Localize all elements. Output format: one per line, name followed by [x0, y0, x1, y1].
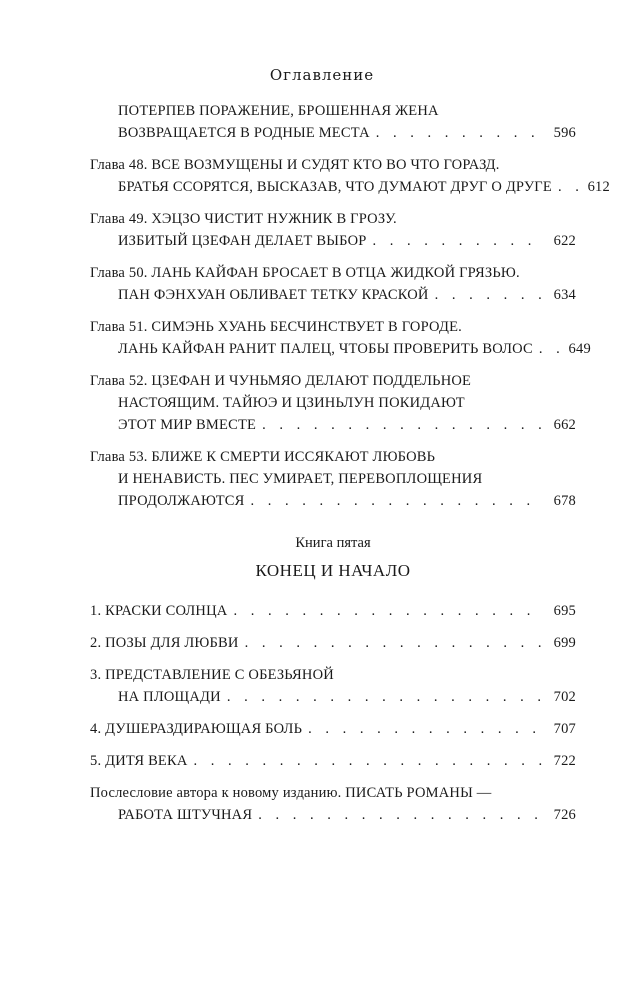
toc-entry-line: ПАН ФЭНХУАН ОБЛИВАЕТ ТЕТКУ КРАСКОЙ	[118, 287, 429, 303]
book-header	[90, 532, 576, 584]
toc-entry	[90, 750, 576, 772]
toc-entry	[90, 154, 610, 198]
toc-entry-line: НА ПЛОЩАДИ	[118, 689, 221, 705]
page-number: 695	[553, 603, 576, 619]
toc-entry-last-line	[90, 718, 576, 740]
toc-entry-line: БРАТЬЯ ССОРЯТСЯ, ВЫСКАЗАВ, ЧТО ДУМАЮТ ДРУГ О ДРУГЕ	[118, 179, 552, 195]
dot-leader	[262, 414, 544, 436]
toc-entry-line: Глава 48. ВСЕ ВОЗМУЩЕНЫ И СУДЯТ КТО ВО ЧТО ГОРАЗД.	[90, 157, 500, 173]
page-header: Оглавление	[269, 66, 375, 84]
page-number: 596	[553, 125, 576, 141]
page-number: 678	[553, 493, 576, 509]
toc-entry-last-line	[90, 176, 610, 198]
toc-entry-last-line	[90, 804, 576, 826]
toc-entry	[90, 446, 576, 512]
toc-entry-line: РАБОТА ШТУЧНАЯ	[118, 807, 253, 823]
page-number: 726	[553, 807, 576, 823]
dot-leader	[251, 490, 544, 512]
dot-leader	[227, 686, 544, 708]
page-number: 699	[553, 635, 576, 651]
toc-entry-last-line	[90, 600, 576, 622]
toc-entry-line: ВОЗВРАЩАЕТСЯ В РОДНЫЕ МЕСТА	[118, 125, 370, 141]
dot-leader	[233, 600, 544, 622]
toc-entry-last-line	[90, 338, 591, 360]
toc-entry	[90, 718, 576, 740]
book-label: Книга пятая	[295, 535, 371, 551]
toc-entry-line: 4. ДУШЕРАЗДИРАЮЩАЯ БОЛЬ	[90, 721, 303, 737]
toc-entry-line: ИЗБИТЫЙ ЦЗЕФАН ДЕЛАЕТ ВЫБОР	[118, 233, 367, 249]
toc-entry-last-line	[90, 686, 576, 708]
toc-list-part-a	[90, 100, 610, 512]
toc-entry-last-line	[90, 414, 576, 436]
dot-leader	[308, 718, 544, 740]
book-title: КОНЕЦ И НАЧАЛО	[255, 561, 411, 580]
toc-entry-line: Глава 49. ХЭЦЗО ЧИСТИТ НУЖНИК В ГРОЗУ.	[90, 211, 397, 227]
toc-entry-line: ЭТОТ МИР ВМЕСТЕ	[118, 417, 257, 433]
page-number: 707	[553, 721, 576, 737]
toc-entry-last-line	[90, 284, 576, 306]
toc-entry-line: НАСТОЯЩИМ. ТАЙЮЭ И ЦЗИНЬЛУН ПОКИДАЮТ	[118, 395, 465, 411]
toc-entry	[90, 664, 576, 708]
page-number: 702	[553, 689, 576, 705]
toc-entry-line: Глава 52. ЦЗЕФАН И ЧУНЬМЯО ДЕЛАЮТ ПОДДЕЛЬНОЕ	[90, 373, 472, 389]
dot-leader	[245, 632, 544, 654]
dot-leader	[373, 230, 544, 252]
toc-entry-line: ПОТЕРПЕВ ПОРАЖЕНИЕ, БРОШЕННАЯ ЖЕНА	[118, 103, 439, 119]
toc-entry-last-line	[90, 122, 576, 144]
toc-entry	[90, 600, 576, 622]
dot-leader	[558, 176, 578, 198]
toc-entry-last-line	[90, 632, 576, 654]
toc-entry-last-line	[90, 230, 576, 252]
toc-entry	[90, 370, 576, 436]
page-number: 662	[553, 417, 576, 433]
dot-leader	[435, 284, 544, 306]
toc-entry	[90, 316, 591, 360]
toc-entry-line: Глава 51. СИМЭНЬ ХУАНЬ БЕСЧИНСТВУЕТ В ГОРОДЕ.	[90, 319, 462, 335]
toc-list-part-b	[90, 600, 576, 826]
toc-entry-line: 5. ДИТЯ ВЕКА	[90, 753, 188, 769]
page-number: 622	[553, 233, 576, 249]
dot-leader	[539, 338, 559, 360]
toc-entry-line: ПРОДОЛЖАЮТСЯ	[118, 493, 245, 509]
toc-entry-line: 3. ПРЕДСТАВЛЕНИЕ С ОБЕЗЬЯНОЙ	[90, 667, 334, 683]
toc-entry-line: Послесловие автора к новому изданию. ПИСАТЬ РОМАНЫ —	[90, 785, 492, 801]
toc-entry-last-line	[90, 490, 576, 512]
toc-entry	[90, 262, 576, 306]
toc-entry	[90, 208, 576, 252]
toc-entry-last-line	[90, 750, 576, 772]
dot-leader	[376, 122, 544, 144]
table-of-contents	[90, 100, 610, 836]
page-number: 722	[553, 753, 576, 769]
toc-entry-line: ЛАНЬ КАЙФАН РАНИТ ПАЛЕЦ, ЧТОБЫ ПРОВЕРИТЬ ВОЛОС	[118, 341, 533, 357]
dot-leader	[194, 750, 544, 772]
page-number: 612	[587, 179, 610, 195]
toc-entry-line: И НЕНАВИСТЬ. ПЕС УМИРАЕТ, ПЕРЕВОПЛОЩЕНИЯ	[118, 471, 483, 487]
toc-entry-line: 1. КРАСКИ СОЛНЦА	[90, 603, 228, 619]
toc-entry	[90, 100, 576, 144]
page-number: 649	[568, 341, 591, 357]
toc-entry-line: 2. ПОЗЫ ДЛЯ ЛЮБВИ	[90, 635, 239, 651]
toc-entry-line: Глава 50. ЛАНЬ КАЙФАН БРОСАЕТ В ОТЦА ЖИДКОЙ ГРЯЗЬЮ.	[90, 265, 520, 281]
dot-leader	[258, 804, 544, 826]
toc-entry	[90, 782, 576, 826]
toc-entry-line: Глава 53. БЛИЖЕ К СМЕРТИ ИССЯКАЮТ ЛЮБОВЬ	[90, 449, 436, 465]
toc-entry	[90, 632, 576, 654]
page-number: 634	[553, 287, 576, 303]
